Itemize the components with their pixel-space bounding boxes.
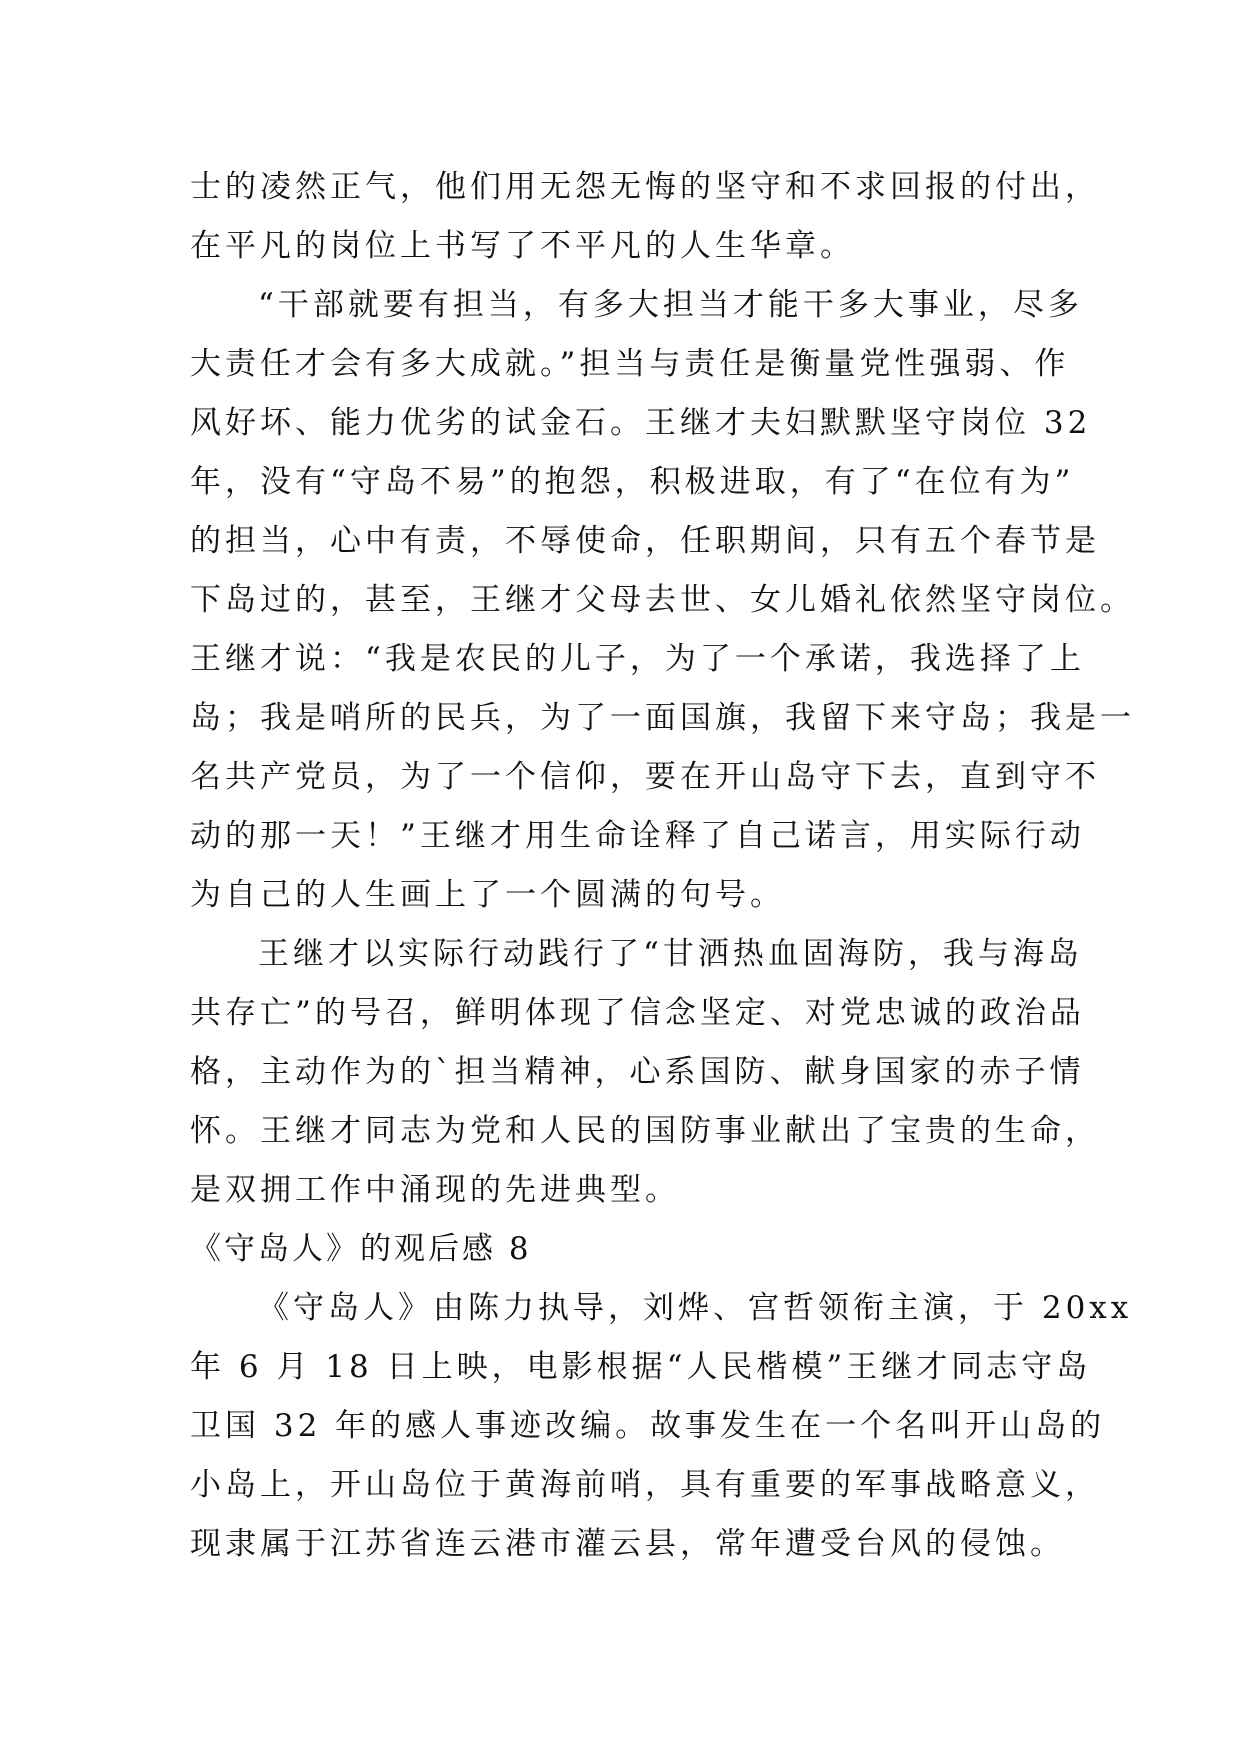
text-line: 下岛过的，甚至，王继才父母去世、女儿婚礼依然坚守岗位。 [190,582,1135,618]
text-line: 王继才说：“我是农民的儿子，为了一个承诺，我选择了上 [190,641,1085,677]
text-line: 格，主动作为的`担当精神，心系国防、献身国家的赤子情 [190,1054,1085,1090]
text-line: 士的凌然正气，他们用无怨无悔的坚守和不求回报的付出， [190,169,1100,205]
paragraph-2 [190,276,1135,925]
text-line: 岛；我是哨所的民兵，为了一面国旗，我留下来守岛；我是一 [190,700,1135,736]
text-line: 年 6 月 18 日上映，电影根据“人民楷模”王继才同志守岛 [190,1349,1092,1385]
section-heading: 《守岛人》的观后感 8 [190,1231,532,1267]
text-line: 名共产党员，为了一个信仰，要在开山岛守下去，直到守不 [190,759,1100,795]
paragraph-3 [190,925,1100,1220]
text-line: 王继才以实际行动践行了“甘洒热血固海防，我与海岛 [258,936,1083,972]
text-line: 是双拥工作中涌现的先进典型。 [190,1172,680,1208]
text-line: 动的那一天！”王继才用生命诠释了自己诺言，用实际行动 [190,818,1085,854]
paragraph-1 [190,158,1100,276]
paragraph-4 [190,1279,1133,1574]
text-line: 卫国 32 年的感人事迹改编。故事发生在一个名叫开山岛的 [190,1408,1106,1444]
text-line: 的担当，心中有责，不辱使命，任职期间，只有五个春节是 [190,523,1100,559]
text-line: 在平凡的岗位上书写了不平凡的人生华章。 [190,228,855,264]
text-line: 年，没有“守岛不易”的抱怨，积极进取，有了“在位有为” [190,464,1075,500]
text-line: “干部就要有担当，有多大担当才能干多大事业，尽多 [258,287,1083,323]
text-line: 为自己的人生画上了一个圆满的句号。 [190,877,785,913]
text-line: 《守岛人》由陈力执导，刘烨、宫哲领衔主演，于 20xx [258,1290,1133,1326]
text-line: 大责任才会有多大成就。”担当与责任是衡量党性强弱、作 [190,346,1070,382]
text-line: 小岛上，开山岛位于黄海前哨，具有重要的军事战略意义， [190,1467,1100,1503]
document-body [190,158,1135,1574]
text-line: 风好坏、能力优劣的试金石。王继才夫妇默默坚守岗位 32 [190,405,1092,441]
text-line: 怀。王继才同志为党和人民的国防事业献出了宝贵的生命， [190,1113,1100,1149]
text-line: 共存亡”的号召，鲜明体现了信念坚定、对党忠诚的政治品 [190,995,1085,1031]
text-line: 现隶属于江苏省连云港市灌云县，常年遭受台风的侵蚀。 [190,1526,1065,1562]
